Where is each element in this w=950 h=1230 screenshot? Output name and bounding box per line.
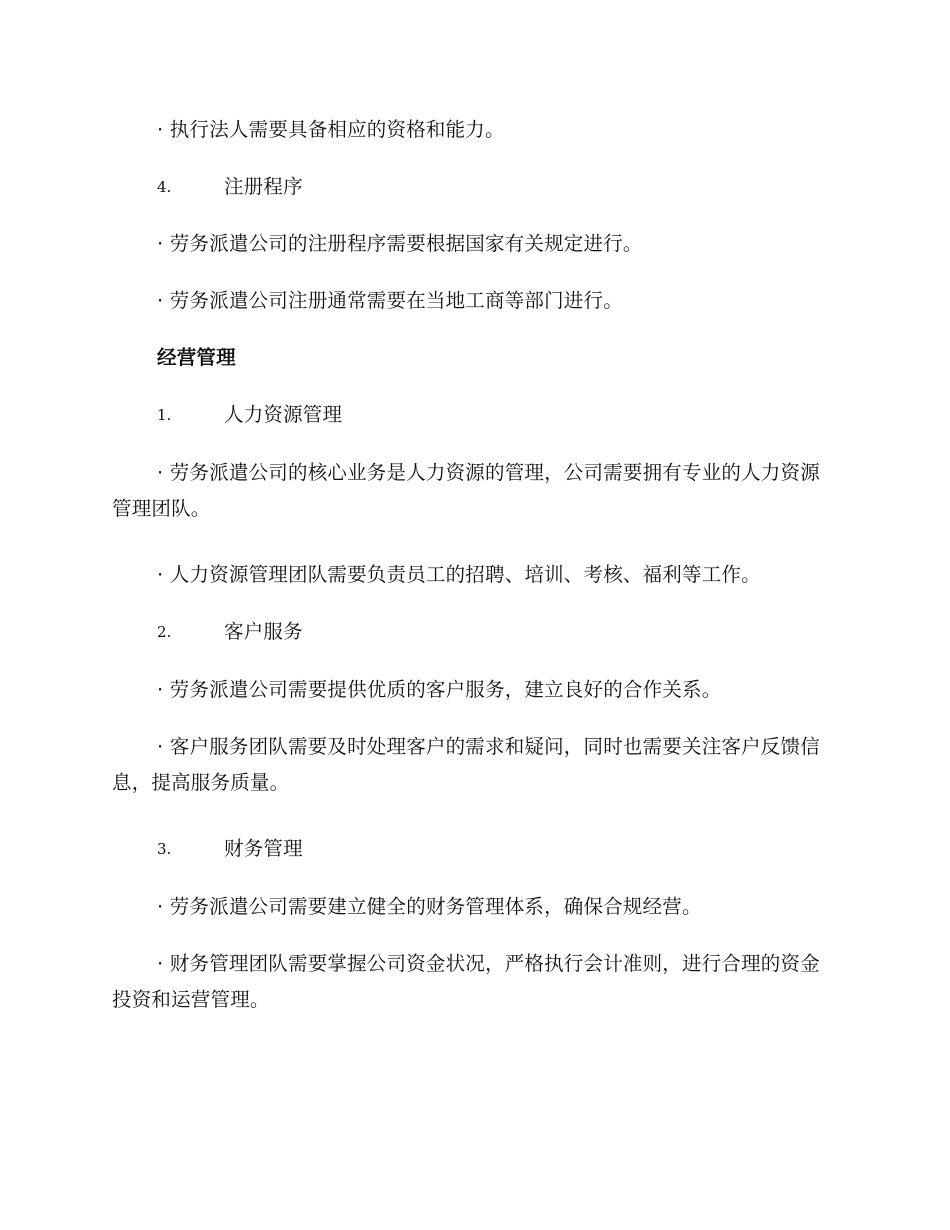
bullet-paragraph: · 劳务派遣公司需要提供优质的客户服务，建立良好的合作关系。: [157, 678, 722, 701]
bullet-paragraph: · 劳务派遣公司注册通常需要在当地工商等部门进行。: [157, 289, 623, 312]
bullet-paragraph: · 劳务派遣公司的核心业务是人力资源的管理，公司需要拥有专业的人力资源管理团队。: [112, 461, 820, 520]
numbered-heading-text: 客户服务: [224, 620, 303, 643]
numbered-heading-number: 2.: [157, 623, 172, 641]
numbered-heading-number: 3.: [157, 840, 172, 858]
section-title: 经营管理: [157, 346, 236, 369]
numbered-heading-number: 1.: [157, 406, 172, 424]
numbered-heading-text: 注册程序: [224, 175, 303, 198]
bullet-paragraph: · 劳务派遣公司的注册程序需要根据国家有关规定进行。: [157, 232, 643, 255]
bullet-paragraph: · 人力资源管理团队需要负责员工的招聘、培训、考核、福利等工作。: [157, 563, 761, 586]
bullet-paragraph: · 财务管理团队需要掌握公司资金状况，严格执行会计准则，进行合理的资金投资和运营管理。: [112, 952, 820, 1011]
numbered-heading-text: 人力资源管理: [224, 403, 343, 426]
bullet-paragraph: · 劳务派遣公司需要建立健全的财务管理体系，确保合规经营。: [157, 895, 702, 918]
bullet-paragraph: · 执行法人需要具备相应的资格和能力。: [157, 118, 505, 141]
numbered-heading-text: 财务管理: [224, 837, 303, 860]
bullet-paragraph: · 客户服务团队需要及时处理客户的需求和疑问，同时也需要关注客户反馈信息，提高服务质量。: [112, 735, 820, 794]
numbered-heading-number: 4.: [157, 178, 172, 196]
